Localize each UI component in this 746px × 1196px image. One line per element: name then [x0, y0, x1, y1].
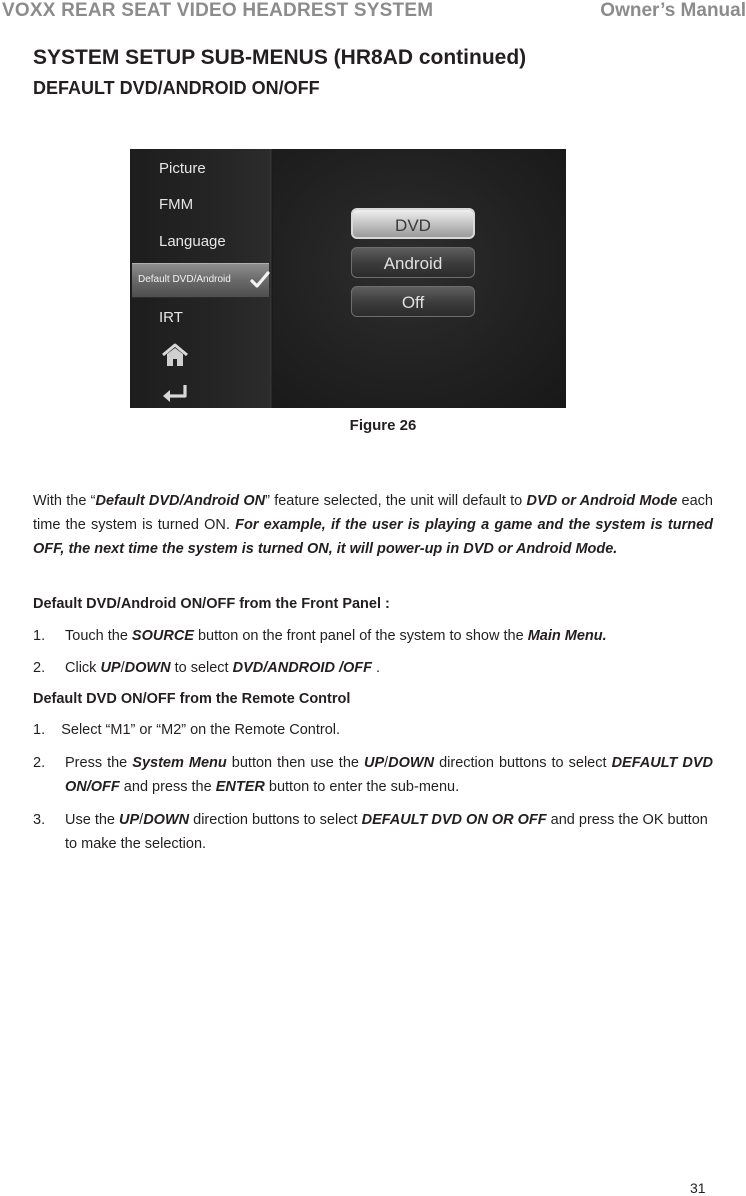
intro-mode-name: DVD or Android Mode: [526, 493, 678, 509]
remote-step-1: 1. Select “M1” or “M2” on the Remote Control.: [33, 722, 341, 738]
step-keyword: DOWN: [388, 755, 435, 771]
remote-heading: Default DVD ON/OFF from the Remote Control: [33, 691, 351, 707]
step-keyword: UP: [363, 755, 385, 771]
step-text: button on the front panel of the system to show the: [193, 628, 528, 644]
menu-item-default-dvd-android[interactable]: [132, 263, 269, 298]
header-manual-label: Owner’s Manual: [600, 0, 746, 21]
step-keyword: DVD/ANDROID /OFF: [232, 660, 372, 676]
section-subtitle: DEFAULT DVD/ANDROID ON/OFF: [33, 78, 320, 98]
step-text: direction buttons to select: [189, 812, 362, 828]
header-product-name: VOXX REAR SEAT VIDEO HEADREST SYSTEM: [2, 0, 434, 21]
step-text: button to enter the sub-menu.: [264, 779, 460, 795]
step-text: /: [120, 660, 125, 676]
intro-example: For example, if the user is playing a game and the system is turned OFF, the next time the system is turned ON, it will power-up in DVD or Android Mode.: [33, 517, 713, 557]
step-number: 2.: [33, 755, 46, 771]
step-number: 2.: [33, 660, 46, 676]
page-header: [0, 0, 746, 22]
remote-step-2: [65, 751, 713, 799]
menu-screenshot: [130, 149, 566, 408]
step-keyword: Main Menu.: [527, 628, 607, 644]
step-text: direction buttons to select: [434, 755, 612, 771]
menu-item-irt[interactable]: IRT: [159, 309, 183, 326]
step-keyword: DEFAULT DVD ON/OFF: [65, 755, 713, 795]
step-text: /: [139, 812, 144, 828]
menu-item-default-dvd-android-label: Default DVD/Android: [138, 274, 231, 285]
step-text: Click: [65, 660, 101, 676]
step-text: Touch the: [65, 628, 132, 644]
front-panel-step-2: [65, 656, 713, 680]
intro-paragraph: [33, 489, 713, 561]
step-keyword: DOWN: [124, 660, 171, 676]
intro-text: each time the system is turned ON.: [33, 493, 713, 533]
remote-step-3: [65, 808, 713, 856]
step-keyword: UP: [100, 660, 121, 676]
step-keyword: DOWN: [143, 812, 190, 828]
option-off-button[interactable]: Off: [351, 286, 475, 317]
intro-feature-name: Default DVD/Android ON: [95, 493, 266, 509]
step-keyword: DEFAULT DVD ON OR OFF: [361, 812, 547, 828]
system-menu-sidebar: [130, 149, 270, 408]
step-text: and press the OK button to make the selection.: [65, 812, 708, 852]
step-text: Use the: [65, 812, 119, 828]
step-keyword: System Menu: [132, 755, 227, 771]
front-panel-heading: Default DVD/Android ON/OFF from the Front Panel :: [33, 596, 390, 612]
step-keyword: ENTER: [215, 779, 265, 795]
intro-text: With the “: [33, 493, 96, 509]
home-icon[interactable]: [161, 342, 189, 368]
step-number: 1.: [33, 628, 46, 644]
page-number: 31: [690, 1180, 706, 1196]
figure-caption: [0, 417, 746, 434]
menu-item-fmm[interactable]: FMM: [159, 196, 194, 213]
checkmark-icon: [249, 269, 271, 291]
step-number: 3.: [33, 812, 46, 828]
menu-item-language[interactable]: Language: [159, 233, 226, 250]
front-panel-step-1: [65, 624, 713, 648]
step-text: .: [371, 660, 381, 676]
step-keyword: UP: [119, 812, 140, 828]
step-text: Press the: [65, 755, 133, 771]
step-text: /: [384, 755, 389, 771]
option-dvd-button[interactable]: DVD: [351, 208, 475, 239]
step-text: button then use the: [226, 755, 364, 771]
step-text: to select: [170, 660, 233, 676]
step-text: and press the: [119, 779, 216, 795]
step-keyword: SOURCE: [131, 628, 194, 644]
return-icon[interactable]: [161, 381, 189, 407]
figure-caption-text: Figure 26: [349, 417, 417, 434]
intro-text: ” feature selected, the unit will default to: [265, 493, 527, 509]
menu-item-picture[interactable]: Picture: [159, 160, 206, 177]
option-android-button[interactable]: Android: [351, 247, 475, 278]
section-title: SYSTEM SETUP SUB-MENUS (HR8AD continued): [33, 46, 527, 69]
